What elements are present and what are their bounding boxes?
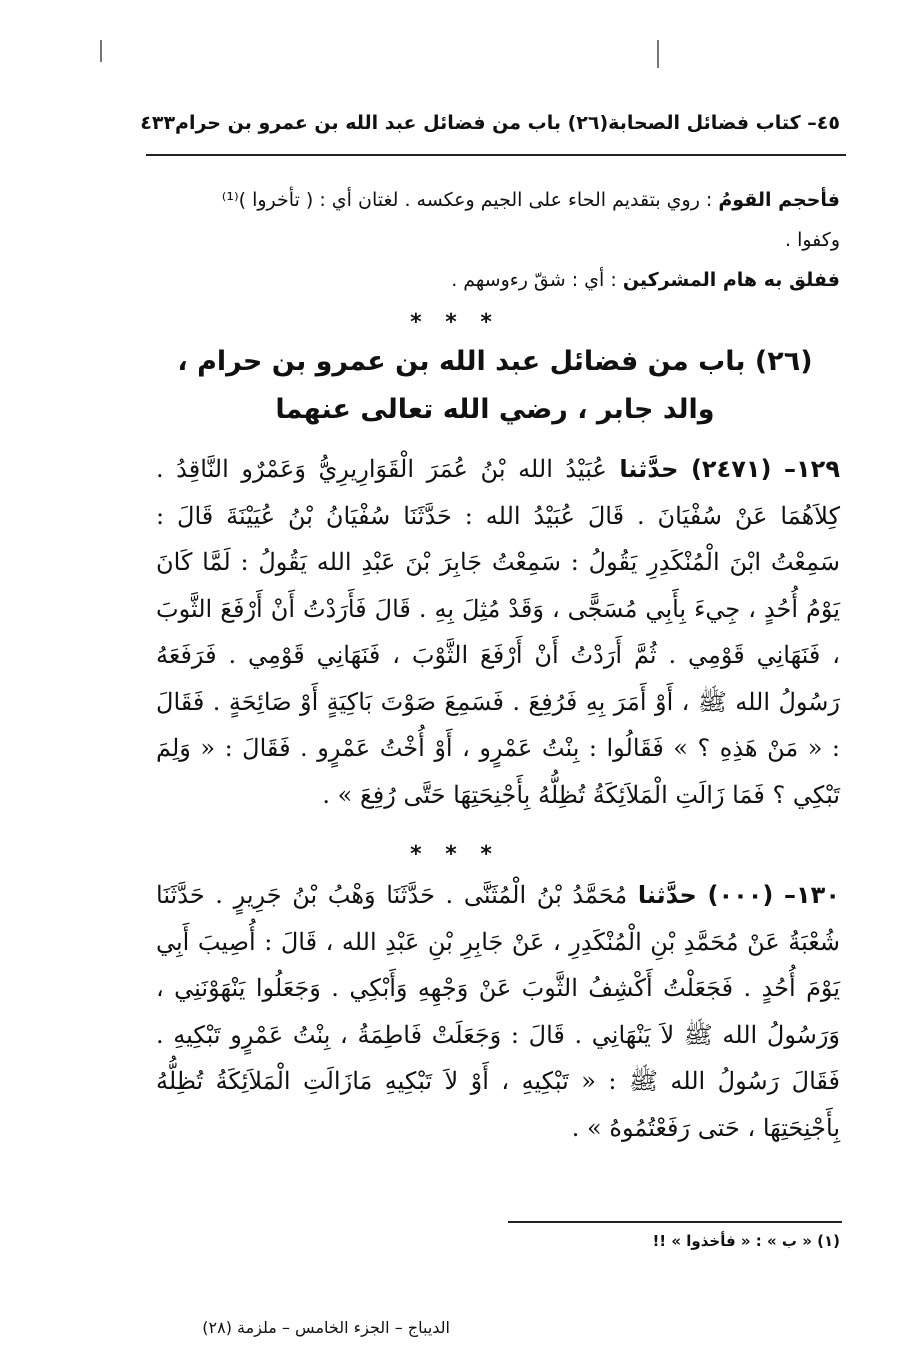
section-separator: * * *: [410, 310, 500, 335]
hadith-reference: (٠٠٠): [707, 881, 774, 909]
chapter-title: [150, 338, 840, 434]
glossary-term: فأحجم القومُ: [718, 189, 840, 211]
chapter-title-line-1: (٢٦) باب من فضائل عبد الله بن عمرو بن حرام ،: [177, 346, 813, 377]
hadith-130: [156, 872, 840, 1151]
running-header: ٤٥– كتاب فضائل الصحابة(٢٦) باب من فضائل عبد الله بن عمرو بن حرام٤٣٣: [140, 112, 840, 134]
hadith-number: ١٢٩–: [784, 455, 840, 483]
hadith-text: عُبَيْدُ الله بْنُ عُمَرَ الْقَوَارِيرِيُّ وَعَمْرٌو النَّاقِدُ . كِلاَهُمَا عَنْ سُفْيَانَ . قَالَ عُبَيْدُ الله : حَدَّثَنَا سُفْيَانُ بْنُ عُيَيْنَةَ قَالَ : سَمِعْتُ ابْنَ الْمُنْكَدِرِ يَقُولُ : سَمِعْتُ جَابِرَ بْنَ عَبْدِ الله يَقُولُ : لَمَّا كَانَ يَوْمُ أُحُدٍ ، جِيءَ بِأَبِي مُسَجًّى ، وَقَدْ مُثِلَ بِهِ . قَالَ فَأَرَدْتُ أَنْ أَرْفَعَ الثَّوبَ ، فَنَهَانِي قَوْمِي . ثُمَّ أَرَدْتُ أَنْ أَرْفَعَ الثَّوْبَ ، فَنَهَانِي قَوْمِي . فَرَفَعَهُ رَسُولُ الله ﷺ ، أَوْ أَمَرَ بِهِ فَرُفِعَ . فَسَمِعَ صَوْتَ بَاكِيَةٍ أَوْ صَائِحَةٍ . فَقَالَ : « مَنْ هَذِهِ ؟ » فَقَالُوا : بِنْتُ عَمْرٍو ، أَوْ أُخْتُ عَمْرٍو . فَقَالَ : « وَلِمَ تَبْكِي ؟ فَمَا زَالَتِ الْمَلاَئِكَةُ تُظِلُّهُ بِأَجْنِحَتِهَا حَتَّى رُفِعَ » .: [156, 455, 840, 809]
section-separator: * * *: [410, 842, 500, 867]
glossary-text: وكفوا .: [784, 229, 840, 251]
scan-mark-top: [657, 40, 659, 68]
printer-signature: الديباج – الجزء الخامس – ملزمة (٢٨): [202, 1318, 450, 1337]
scan-mark-left: [100, 40, 102, 62]
hadith-lead: حدَّثنا: [637, 881, 697, 909]
footnote: (١) « ب » : « فأخذوا » !!: [652, 1232, 840, 1250]
hadith-text: مُحَمَّدُ بْنُ الْمُثَنَّى . حَدَّثَنَا وَهْبُ بْنُ جَرِيرٍ . حَدَّثَنَا شُعْبَةُ عَنْ مُحَمَّدِ بْنِ الْمُنْكَدِرِ ، عَنْ جَابِرِ بْنِ عَبْدِ الله ، قَالَ : أُصِيبَ أَبِي يَوْمَ أُحُدٍ . فَجَعَلْتُ أَكْشِفُ الثَّوبَ عَنْ وَجْهِهِ وَأَبْكِي . وَجَعَلُوا يَنْهَوْنَنِي ، وَرَسُولُ الله ﷺ لاَ يَنْهَانِي . قَالَ : وَجَعَلَتْ فَاطِمَةُ ، بِنْتُ عَمْرٍو تَبْكِيهِ . فَقَالَ رَسُولُ الله ﷺ : « تَبْكِيهِ ، أَوْ لاَ تَبْكِيهِ مَازَالَتِ الْمَلاَئِكَةُ تُظِلُّهُ بِأَجْنِحَتِهَا ، حَتى رَفَعْتُمُوهُ » .: [156, 881, 840, 1142]
glossary-term: ففلق به هام المشركين: [622, 269, 840, 291]
hadith-reference: (٢٤٧١): [690, 455, 772, 483]
glossary-entry: [150, 220, 840, 260]
hadith-129: [156, 446, 840, 818]
hadith-number: ١٣٠–: [784, 881, 840, 909]
hadith-lead: حدَّثنا: [619, 455, 679, 483]
header-rule: [146, 154, 846, 156]
footnote-rule: [508, 1221, 842, 1223]
glossary-notes: [150, 180, 840, 300]
chapter-title-line-2: والد جابر ، رضي الله تعالى عنهما: [275, 394, 715, 425]
glossary-text: : روي بتقديم الحاء على الجيم وعكسه . لغتان أي : ( تأخروا )⁽¹⁾: [221, 189, 713, 211]
glossary-entry: [150, 180, 840, 220]
glossary-entry: [150, 260, 840, 300]
glossary-text: : أي : شقّ رءوسهم .: [451, 269, 617, 291]
